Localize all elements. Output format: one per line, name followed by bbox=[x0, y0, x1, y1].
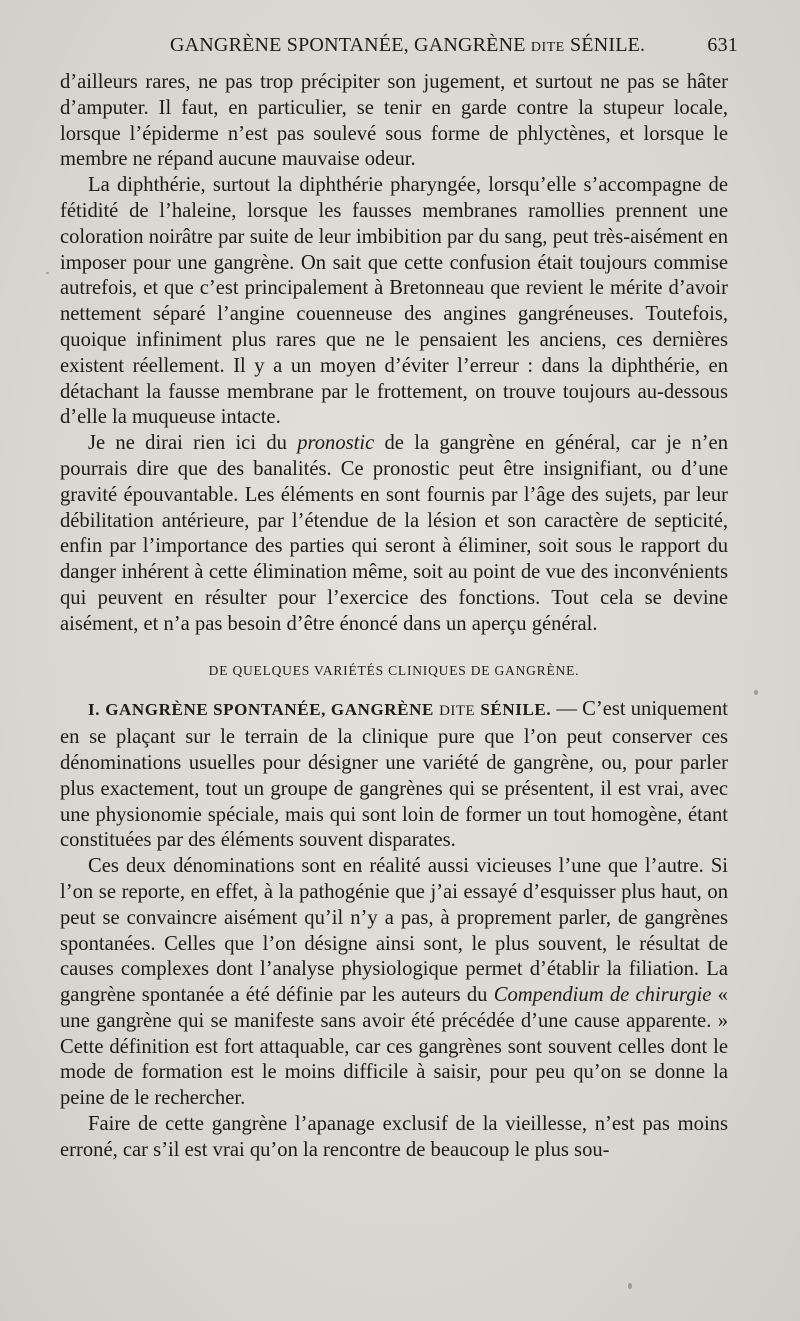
running-title-part1: GANGRÈNE SPONTANÉE, GANGRÈNE bbox=[170, 34, 526, 56]
pronostic-text-before: Je ne dirai rien ici du bbox=[88, 432, 298, 455]
subsection-number: I. bbox=[88, 700, 101, 720]
subsection-title-part1: GANGRÈNE SPONTANÉE, GANGRÈNE bbox=[105, 700, 434, 720]
paper-speck bbox=[754, 690, 758, 695]
page-number: 631 bbox=[707, 34, 738, 56]
running-title bbox=[170, 34, 645, 57]
paragraph-compendium bbox=[60, 854, 728, 1112]
running-title-dite: DITE bbox=[530, 40, 565, 55]
subsection-title-dite: DITE bbox=[439, 703, 476, 720]
body-text bbox=[60, 70, 728, 1164]
paper-speck bbox=[628, 1283, 632, 1289]
paragraph-diphtherie: La diphthérie, surtout la diphthérie pharyngée, lorsqu’elle s’accompagne de fétidité de l’haleine, lorsque les fausses membranes ramollies prennent une coloration noirâtre par suite de leur imbibition par du sang, peut très-aisément en imposer pour une gangrène. On sait que cette confusion était toujours commise autrefois, et que c’est principalement à Bretonneau que revient le mérite d’avoir nettement séparé l’angine couenneuse des angines gangréneuses. Toutefois, quoique infiniment plus rares que ne le pensaient les anciens, ces dernières existent réellement. Il y a un moyen d’éviter l’erreur : dans la diphthérie, en détachant la fausse membrane par le frottement, on trouve toujours au-dessous d’elle la muqueuse intacte. bbox=[60, 174, 728, 429]
section-heading: DE QUELQUES VARIÉTÉS CLINIQUES DE GANGRÈNE. bbox=[208, 662, 580, 678]
subsection-title-part2: SÉNILE. bbox=[480, 700, 552, 720]
running-title-part2: SÉNILE. bbox=[569, 34, 646, 56]
subsection-text: C’est uniquement en se plaçant sur le terrain de la clinique pure que l’on peut conserver ces dénominations usuelles pour désigner une variété de gangrène, ou, pour parler plus exactement, tout un groupe de gangrènes qui se présentent, il est vrai, avec une physionomie spéciale, mais qui sont loin de former un tout homogène, étant constituées par des éléments souvent disparates. bbox=[60, 698, 728, 852]
subsection-dash: — bbox=[551, 698, 583, 721]
pronostic-text-after: de la gangrène en général, car je n’en pourrais dire que des banalités. Ce pronostic peut être insignifiant, ou d’une gravité épouvantable. Les éléments en sont fournis par l’âge des sujets, par leur débilitation antérieure, par l’étendue de la lésion et son caractère de septicité, enfin par l’importance des parties qui seront à éliminer, soit sous le rapport du danger inhérent à cette élimination même, soit au point de vue des inconvénients qui peuvent en résulter pour l’exercice des fonctions. Tout cela se devine aisément, et n’a pas besoin d’être énoncé dans un aperçu général. bbox=[60, 432, 728, 635]
compendium-italic: Compendium de chirurgie bbox=[493, 984, 712, 1007]
paragraph-subsection-gangrene-spontanee bbox=[60, 697, 728, 854]
paragraph-pronostic bbox=[60, 431, 728, 637]
compendium-text-before: Ces deux dénominations sont en réalité aussi vicieuses l’une que l’autre. Si l’on se reporte, en effet, à la pathogénie que j’ai essayé d’esquisser plus haut, on peut se convaincre aisément qu’il n’y a pas, à proprement parler, de gangrènes spontanées. Celles que l’on désigne ainsi sont, le plus souvent, le résultat de causes complexes dont l’analyse physiologique permet d’établir la filiation. La gangrène spontanée a été définie par les auteurs du bbox=[60, 855, 728, 1007]
paper-speck bbox=[46, 272, 49, 274]
running-header bbox=[60, 34, 738, 62]
pronostic-italic: pronostic bbox=[297, 432, 375, 455]
compendium-text-after: « une gangrène qui se manifeste sans avoir été précédée d’une cause apparente. » Cette définition est fort attaquable, car ces gangrènes sont souvent celles dont le mode de formation est le moins difficile à saisir, pour peu qu’on se donne la peine de le rechercher. bbox=[60, 984, 728, 1110]
paragraph-vieillesse: Faire de cette gangrène l’apanage exclusif de la vieillesse, n’est pas moins erroné, car s’il est vrai qu’on la rencontre de beaucoup le plus sou- bbox=[60, 1113, 728, 1161]
paragraph-continuation: d’ailleurs rares, ne pas trop précipiter son jugement, et surtout ne pas se hâter d’amputer. Il faut, en particulier, se tenir en garde contre la stupeur locale, lorsque l’épiderme n’est pas soulevé sous forme de phlyctènes, et lorsque le membre ne répand aucune mauvaise odeur. bbox=[60, 71, 728, 171]
